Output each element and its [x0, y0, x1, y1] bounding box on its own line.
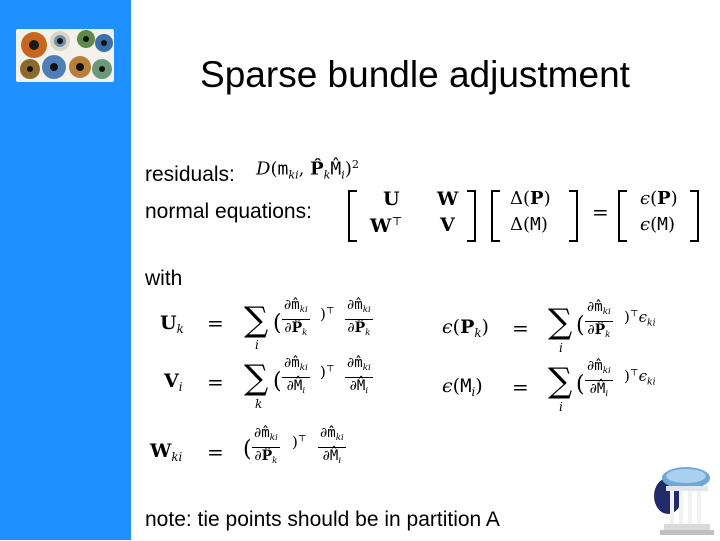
rotunda-icon	[646, 462, 716, 536]
with-label: with	[145, 267, 183, 290]
normal-equations-label: normal equations:	[145, 200, 312, 223]
residuals-label: residuals:	[145, 163, 235, 186]
residual-formula: $D(m_{ki}$, $P̂_kM̂_i)^2$	[256, 158, 359, 182]
note-text: note: tie points should be in partition A	[145, 508, 500, 531]
slide-title: Sparse bundle adjustment	[200, 54, 630, 95]
eyes-logo	[16, 29, 114, 82]
